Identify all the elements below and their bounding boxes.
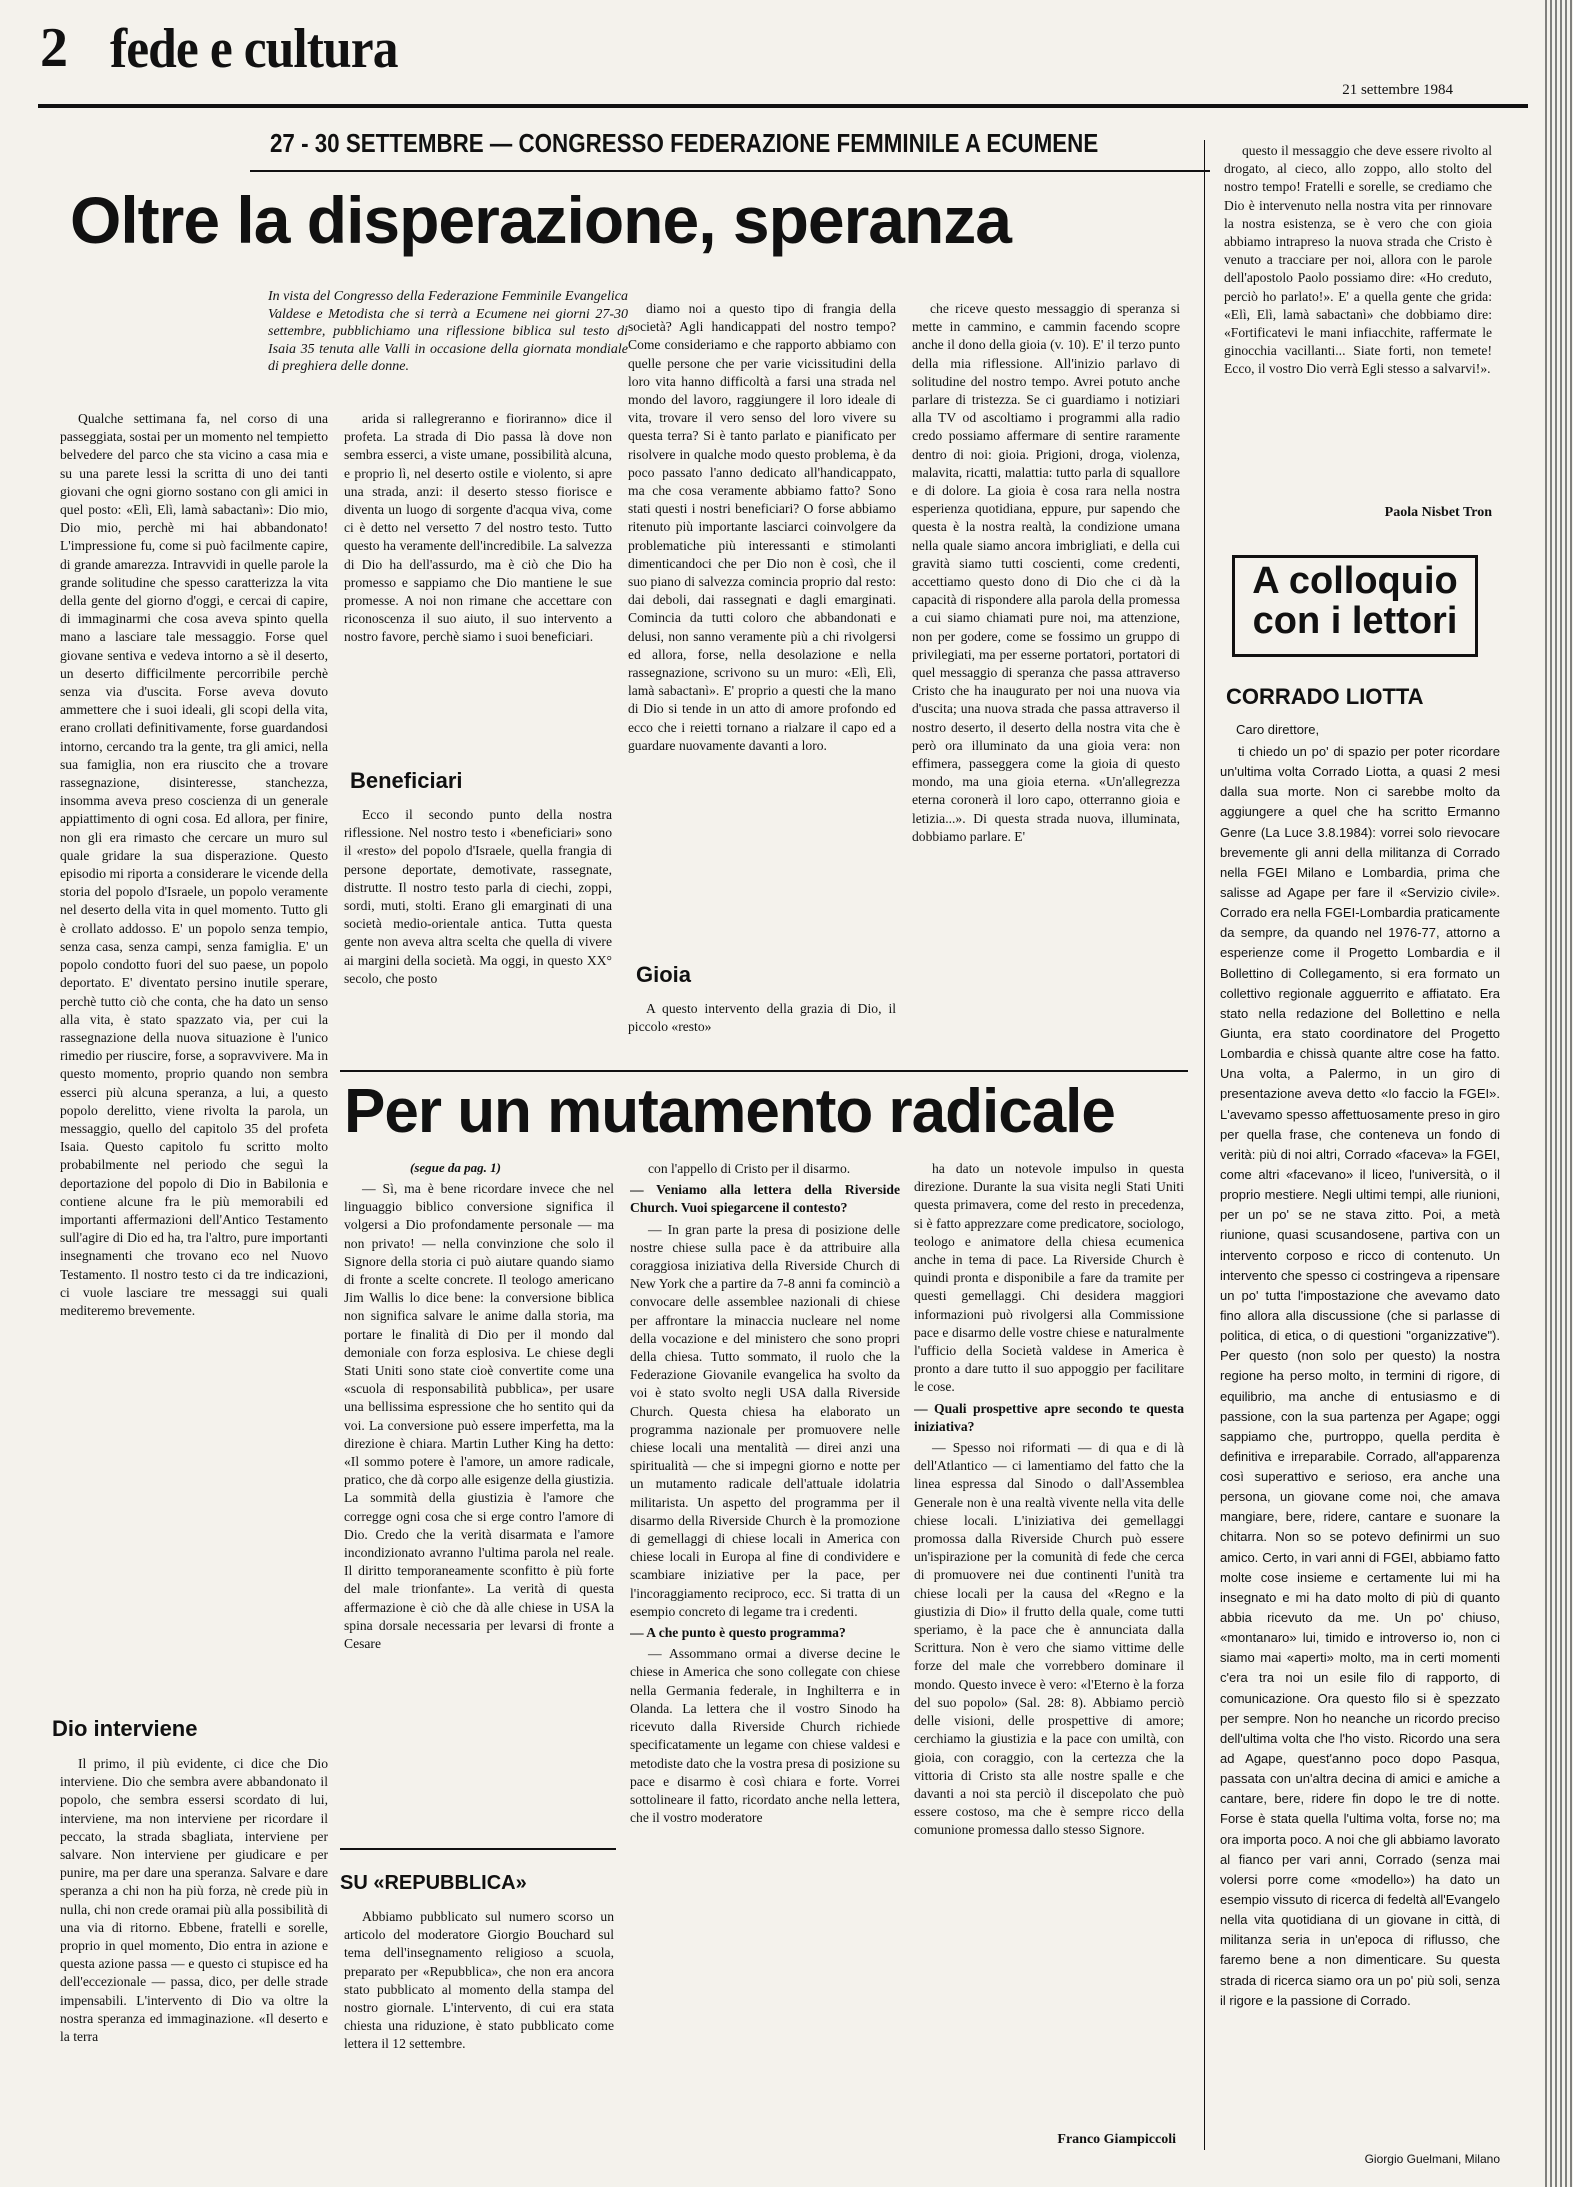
column-rule: [1204, 140, 1205, 2150]
article2-col3: ha dato un notevole impulso in questa direzione. Durante la sua visita negli Stati Uniti questa primavera, come del resto in precedenza, si è fatto apprezzare come predicatore, sociologo, teologo e animatore della chiesa ecumenica anche in tema di pace. La Riverside Church è quindi pronta e disponibile a fare da tramite per questi gemellaggi. Chi desidera maggiori informazioni può rivolgersi alla Commissione pace e disarmo delle vostre chiese e naturalmente l'ufficio della Società valdese in America è pronto a dare tutto il suo appoggio per facilitare le cose. — Quali prospettive apre secondo te questa iniziativa? — Spesso noi riformati — di qua e di là dell'Atlantico — ci lamentiamo del fatto che la linea espressa dal Sinodo o dall'Assemblea Generale non è una realtà vivente nella vita delle chiese locali. L'iniziativa dei gemellaggi promossa dalla Riverside Church può essere un'ispirazione per la comunità di fede che cerca di promuovere nei due continenti l'unità tra chiese locali per la causa del «Regno e la giustizia di Dio» il frutto della quale, come tutti speriamo, è la pace che è annunciata dalla Scrittura. Non è vero che siamo vittime delle forze del male che vorrebbero dominare il mondo. Questo invece è vero: «l'Eterno è la forza del suo popolo» (Sal. 28: 8). Abbiamo perciò delle visioni, delle prospettive di amore; cerchiamo la giustizia e la pace con umiltà, con gioia, con coraggio, con la certezza che la vittoria di Cristo sta alle nostre spalle e che davanti a noi sta perciò il discepolato che può essere costoso, ma che è sempre ricco della comunione promessa dallo stesso Signore.: [914, 1161, 1184, 1838]
letter-signature: Giorgio Guelmani, Milano: [1364, 2152, 1500, 2166]
article1-col1: Qualche settimana fa, nel corso di una passeggiata, sostai per un momento nel tempietto belvedere del parco che sta vicino a casa mia e su una parete lessi la scritta di uno dei tanti giovani che ogni giorno sostano con gli amici in quel posto: «Elì, Elì, lamà sabactanì»: Dio mio, Dio mio, perchè mi hai abbandonato! L'impressione fu, come si può facilmente capire, di grande amarezza. Intravvidi in quelle parole la grande solitudine che spesso caratterizza la vita della gente del giorno d'oggi, e cercai di capire, di immaginarmi che cosa aveva spinto quella mano a lasciare tale messaggio. Forse quel giovane sentiva e vedeva intorno a sè il deserto, un deserto difficilmente percorribile perchè senza via d'uscita. Forse aveva dovuto ammettere che i suoi ideali, gli scopi della vita, erano crollati definitivamente, forse guardandosi intorno, cercando tra la gente, tra gli amici, nella sua famiglia, non era riuscito che a trovare rassegnazione, disinteresse, stanchezza, insomma aveva preso coscienza di un generale appiattimento di ogni cosa. Ed allora, per finire, non gli era rimasto che cercare un muro sul quale gridare la sua disperazione. Questo episodio mi riporta a considerare le vicende della storia del popolo d'Israele, un popolo veramente nel deserto della vita in quel momento. Tutto gli è crollato addosso. E' un popolo senza tempio, senza casa, senza campi, senza famiglia. E' un popolo condotto fuori del suo paese, un popolo deportato. E' diventato persino inutile sperare, perchè tutto ciò che conta, che ha dato un senso alla vita, è stato spazzato via, per cui la rassegnazione della nuova situazione è l'unico rimedio per riuscire, forse, a sopravvivere. Ma in questo momento, proprio quando non sembra esserci più alcuna speranza, a lui, a questo popolo derelitto, viene rivolta la parola, un messaggio, quello del capitolo 35 del profeta Isaia. Questo capitolo fu scritto molto probabilmente nel periodo che seguì la deportazione del popolo di Dio in Babilonia e contiene alcune fra le più memorabili ed importanti affermazioni dell'Antico Testamento sull'agire di Dio ed ha, tra l'altro, pure importanti insegnamenti che trovano eco nel Nuovo Testamento. Il nostro testo ci da tre indicazioni, ci vuole lasciare tre messaggi sui quali mediteremo brevemente.: [60, 411, 328, 1318]
article1-col2: arida si rallegreranno e fioriranno» dice il profeta. La strada di Dio passa là dove non sembra esserci, a viste umane, possibilità alcuna, e proprio lì, nel deserto ostile e violento, si apre una strada, anzi: il deserto stesso fiorisce e diventa un luogo di sorgente d'acqua viva, come ci è detto nel versetto 7 del nostro testo. Tutto questo ha veramente dell'incredibile. La salvezza di Dio ha dell'assurdo, ma è ciò che Dio ha promesso e sappiamo che Dio mantiene le sue promesse. A noi non rimane che accettare con riconoscenza il suo aiuto, il suo intervento a nostro favore, perchè siamo i suoi beneficiari.: [344, 411, 612, 645]
kicker: 27 - 30 SETTEMBRE — CONGRESSO FEDERAZIONE FEMMINILE A ECUMENE: [270, 128, 1099, 158]
section-title: fede e cultura: [110, 18, 398, 80]
subhead-gioia: Gioia: [636, 962, 692, 987]
article2-col1: — Sì, ma è bene ricordare invece che nel linguaggio biblico conversione significa il volgersi a Dio profondamente personale — ma non privato! — nella convinzione che solo il Signore della storia ci può aiutare quando siamo di fronte a scelte concrete. Il teologo americano Jim Wallis lo dice bene: la conversione biblica non significa salvare le anime dalla storia, ma portare le finalità di Dio per il mondo dal demoniale con forza esplosiva. Le chiese degli Stati Uniti sono state cioè convertite come una «scuola di responsabilità pubblica», per usare una bellissima espressione che ho sentito qui da voi. La conversione può essere imperfetta, ma la direzione è chiara. Martin Luther King ha detto: «Il sommo potere è l'amore, un amore radicale, pratico, che dà corpo alle esigenze della giustizia. La sommità della giustizia è l'amore che corregge ogni cosa che si erge contro l'amore di Dio. Credo che la verità disarmata e l'amore incondizionato avranno l'ultima parola nel reale. Il diritto temporaneamente sconfitto è più forte del male trionfante». La verità di questa affermazione è ciò che dà alle chiese in USA la spina dorsale necessaria per levarsi di fronte a Cesare: [344, 1181, 614, 1652]
article1-col3: diamo noi a questo tipo di frangia della società? Agli handicappati del nostro tempo? Come consideriamo e che rapporto abbiamo con quelle persone che per varie vicissitudini della loro vita hanno difficoltà a farsi una strada nel mondo del lavoro, raggiungere il loro ideale di vita, trovare il vero senso del loro vivere su questa terra? Si è tanto parlato e pianificato per risolvere in qualche modo questo problema, è da poco passato l'anno dedicato all'handicappato, ma che cosa veramente abbiamo fatto? Sono stati questi i nostri beneficiari? O forse abbiamo ritenuto più importante lasciarci coinvolgere da problematiche più interessanti e stimolanti dimenticandoci che per Dio non è così, che il suo piano di salvezza comincia proprio dal resto: dai deboli, dai rassegnati e dagli emarginati. Comincia da tutti coloro che abbandonati e delusi, non sanno veramente più a chi rivolgersi ed allora, forse, nella desolazione e nella rassegnazione, scrivono su un muro: «Elì, Elì, lamà sabactanì». E' proprio a questi che la mano di Dio si tende in un atto di amore profondo ed ecco che i reietti tornano a rialzare il capo ed a guardare nuovamente davanti a loro.: [628, 301, 896, 753]
page-number: 2: [40, 17, 68, 79]
letter-salutation: Caro direttore,: [1236, 722, 1320, 737]
repubblica-note: Abbiamo pubblicato sul numero scorso un articolo del moderatore Giorgio Bouchard sul tema dell'insegnamento religioso a scuola, preparato per «Repubblica», che non era ancora stato pubblicato al momento della stampa del nostro giornale. L'intervento, di cui era stata chiesta una riduzione, è stato pubblicato come lettera il 12 settembre.: [344, 1909, 614, 2052]
section-rule: [340, 1070, 1188, 1072]
letters-box-line2: con i lettori: [1252, 599, 1458, 642]
headline-2: Per un mutamento radicale: [344, 1077, 1115, 1146]
repubblica-rule: [340, 1848, 616, 1850]
article1-signature: Paola Nisbet Tron: [1384, 505, 1492, 520]
masthead-rule: [38, 104, 1528, 108]
continued-note: (segue da pag. 1): [410, 1160, 501, 1175]
article1-col5: questo il messaggio che deve essere rivolto al drogato, al cieco, allo zoppo, allo stolto del nostro tempo! Fratelli e sorelle, se crediamo che Dio è intervenuto nella nostra vita per rinnovare la nostra esistenza, se è vero che con gioia abbiamo intrapreso la nuova strada che Cristo è venuto a tracciare per noi, allora con le parole dell'apostolo Paolo possiamo dire: «Ho creduto, perciò ho parlato!». E' a quella gente che grida: «Elì, Elì, lamà sabactanì» che dobbiamo dire: «Fortificatevi le mani infiacchite, raffermate le ginocchia vacillanti... Siate forti, non temete! Ecco, il vostro Dio verrà Egli stesso a salvarvi!».: [1224, 143, 1492, 377]
subhead-beneficiari: Beneficiari: [350, 768, 463, 793]
letters-box-line1: A colloquio: [1252, 560, 1458, 602]
subhead-repubblica: SU «REPUBBLICA»: [340, 1872, 527, 1894]
kicker-rule: [250, 170, 1210, 172]
article1-col1b: Il primo, il più evidente, ci dice che Dio interviene. Dio che sembra avere abbandonato il popolo, che sembra essersi scordato di lui, interviene, ma non interviene per ricordare il peccato, la strada sbagliata, interviene per salvare. Non interviene per giudicare e per punire, ma per dare una speranza. Salvare e dare speranza a chi non ha più forza, nè crede più in nulla, chi non crede oramai più alla possibilità di una via di ritorno. Ebbene, fratelli e sorelle, proprio in quel momento, Dio entra in azione e questa azione passa — e questo ci stupisce ed ha dell'eccezionale — passa, dico, per delle strade impensabili. L'intervento di Dio va oltre la nostra speranza ed immaginazione. «Il deserto e la terra: [60, 1756, 328, 2045]
article2-col2: con l'appello di Cristo per il disarmo. — Veniamo alla lettera della Riverside Church. Vuoi spiegarcene il contesto? — In gran parte la presa di posizione delle nostre chiese sulla pace è da attribuire alla coraggiosa iniziativa della Riverside Church di New York che a partire da 7-8 anni fa cominciò a convocare delle assemblee nazionali di chiese per affrontare la minaccia nucleare nel nome della vocazione e del ministero che sono propri della chiesa. Tutto sommato, il ruolo che la Federazione Giovanile evangelica ha svolto da voi è stato svolto negli USA dalla Riverside Church. Questa chiesa ha elaborato un programma nazionale per promuovere nelle chiese locali una mentalità — direi anzi una spiritualità — che si impegni giorno e notte per un mutamento radicale dell'attuale idolatria militarista. Un aspetto del programma per il disarmo della Riverside Church è la promozione di gemellaggi di chiese locali in America con chiese locali in Europa al fine di condividere e scambiare iniziative per la pace, per l'incoraggiamento reciproco, ecc. Si tratta di un esempio concreto di legame tra i credenti. — A che punto è questo programma? — Assommano ormai a diverse decine le chiese in America che sono collegate con chiese nella Germania federale, in Inghilterra e in Olanda. La lettera che il vostro Sinodo ha ricevuto dalla Riverside Church richiede specificatamente un legame con chiese valdesi e metodiste dato che la vostra presa di posizione su pace e disarmo è così chiara e forte. Vorrei sottolineare il fatto, ricordato anche nella lettera, che il vostro moderatore: [630, 1161, 900, 1826]
article1-col4: che riceve questo messaggio di speranza si mette in cammino, e cammin facendo scopre anche il dono della gioia (v. 10). E' il terzo punto della mia riflessione. All'inizio parlavo di solitudine del nostro tempo. Avrei potuto anche parlare di tristezza. Se ci guardiamo i notiziari alla TV od ascoltiamo i programmi alla radio credo possiamo affermare di sentire raramente dentro di noi: gioia. Prigioni, droga, violenza, malavita, ricatti, malattia: tutto parla di squallore e di dolore. La gioia è cosa rara nella nostra esperienza quotidiana, eppure, pur sapendo che questa è la nostra realtà, la condizione umana nella quale siamo ancora imbrigliati, e della cui gravità siamo tutti coscienti, come credenti, accettiamo questo dono di Dio che ci dà la capacità di rispondere alla parola della promessa a cui siamo chiamati pure noi, ma attenzione, non per godere, come se fossimo un gruppo di privilegiati, ma per esserne portatori, portatori di quel messaggio di speranza che passa attraverso Cristo che ha inaugurato per noi una nuova via d'uscita; una nuova strada che passa attraverso il nostro deserto, il deserto della nostra vita che è però ora illuminato da una gioia vera: non effimera, passeggera come la gioia di questo mondo, ma una gioia eterna. «Un'allegrezza eterna coronerà il loro capo, otterranno gioia e letizia...». Di questa strada nuova, illuminata, dobbiamo parlare. E': [912, 301, 1180, 844]
article2-signature: Franco Giampiccoli: [1057, 2132, 1176, 2147]
subhead-dio-interviene: Dio interviene: [52, 1716, 198, 1741]
letter-title: CORRADO LIOTTA: [1226, 684, 1424, 709]
issue-date: 21 settembre 1984: [1342, 82, 1453, 98]
letter-body: ti chiedo un po' di spazio per poter ricordare un'ultima volta Corrado Liotta, a quasi 2 mesi dalla sua morte. Non ci sarebbe molto da aggiungere a quel che ha scritto Ermanno Genre (La Luce 3.8.1984): vorrei solo rievocare brevemente gli anni della militanza di Corrado nella FGEI Milano e Lombardia, prima che salisse ad Agape per fare il «Servizio civile». Corrado era nella FGEI-Lombardia praticamente da sempre, da quando nel 1976-77, attorno a esperienze come il Progetto Lombardia e il Bollettino di Collegamento, si era formato un collettivo regionale agguerrito e affiatato. Era stato nella redazione del Bollettino e nella Giunta, era stato coordinatore del Progetto Lombardia e chissà quante altre cose ha fatto. Una volta, a Palermo, in un giro di presentazione aveva detto «Io faccio la FGEI». L'avevamo spesso affettuosamente preso in giro per quella frase, che conteneva un fondo di verità: più di noi altri, Corrado «faceva» la FGEI, come altri «facevano» il liceo, l'università, o il proprio mestiere. Negli ultimi tempi, alle riunioni, per un po' se ne stava zitto. Poi, a metà riunione, quasi scusandosene, partiva con un intervento corposo e ricco di contenuto. Un intervento che spesso ci costringeva a ripensare un po' tutta l'impostazione che avevamo dato fino allora alla discussione (che si parlasse di politica, di etica, o di questioni "organizzative"). Per questo (non solo per questo) la nostra regione ha perso molto, in termini di rigore, di equilibrio, ma anche di entusiasmo e di passione, con la sua partenza per Agape; oggi sappiamo che, purtroppo, quella perdita è definitiva e irreparabile. Corrado, all'apparenza così superattivo e serioso, era anche una persona, un giovane come noi, che amava mangiare, bere, ridere, cantare e suonare la chitarra. Non so se potevo definirmi un suo amico. Certo, in vari anni di FGEI, abbiamo fatto molte cose insieme e certamente lui mi ha insegnato e mi ha dato molto di più di quanto abbia ricevuto da me. Un po' chiuso, «montanaro» lui, timido e introverso io, non ci siamo mai «aperti» molto, ma in certi momenti c'era tra noi un esile filo di rapporto, di comunicazione. Ora questo filo si è spezzato per sempre. Non ho neanche un ricordo preciso dell'ultima volta che l'ho visto. Ricordo una sera ad Agape, quest'anno poco dopo Pasqua, passata con un'altra decina di amici e amiche a cantare, bere, ridere fin dopo le tre di notte. Forse è stata quella l'ultima volta, forse no; ma ora importa poco. A noi che gli abbiamo lavorato al fianco per vari anni, Corrado (senza mai volersi porre come «modello») ha dato un esempio vissuto di ricerca di fedeltà all'Evangelo nella vita quotidiana di un giovane in città, di militanza seria in un'epoca di riflusso, che faremo bene a non dimenticare. Su questa strada di ricerca siamo ora un po' più soli, senza il rigore e la passione di Corrado.: [1220, 744, 1500, 2008]
article1-col2b: Ecco il secondo punto della nostra riflessione. Nel nostro testo i «beneficiari» sono il «resto» del popolo d'Israele, quella frangia di persone deportate, demotivate, rassegnate, distrutte. Il nostro testo parla di ciechi, zoppi, sordi, muti, stolti. Erano gli emarginati di una società medio-orientale antica. Tutta questa gente non aveva altra scelta che quella di vivere ai margini della società. Ma oggi, in questo XX° secolo, che posto: [344, 807, 612, 986]
article1-intro: In vista del Congresso della Federazione Femminile Evangelica Valdese e Metodista che si terrà a Ecumene nei giorni 27-30 settembre, pubblichiamo una riflessione biblica sul testo di Isaia 35 tenuta alle Valli in occasione della giornata mondiale di preghiera delle donne.: [268, 289, 628, 374]
headline-1: Oltre la disperazione, speranza: [70, 183, 1012, 257]
article1-col3b: A questo intervento della grazia di Dio, il piccolo «resto»: [628, 1001, 896, 1035]
page-edge: [1545, 0, 1573, 2187]
letters-box: [1232, 555, 1478, 657]
